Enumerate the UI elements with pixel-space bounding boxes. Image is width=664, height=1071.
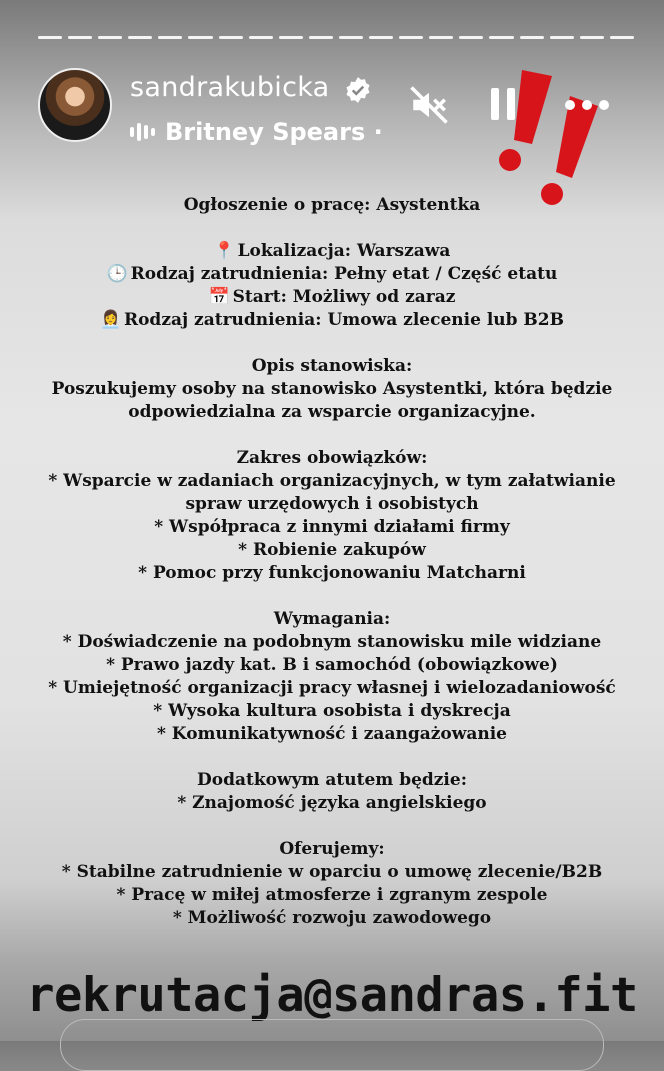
progress-segment xyxy=(279,36,303,39)
progress-segment xyxy=(98,36,122,39)
music-bars-icon xyxy=(130,123,155,141)
progress-segment xyxy=(188,36,212,39)
list-item: * Umiejętność organizacji pracy własnej i wielozadaniowość xyxy=(48,678,616,698)
progress-segment xyxy=(219,36,243,39)
list-item: * Komunikatywność i zaangażowanie xyxy=(156,724,507,744)
office-worker-icon: 👩‍💼 xyxy=(99,310,122,330)
username[interactable]: sandrakubicka xyxy=(130,72,330,103)
list-item: * Pomoc przy funkcjonowaniu Matcharni xyxy=(138,563,526,583)
detail-line: 📍 Lokalizacja: Warszawa xyxy=(213,241,451,261)
section-heading: Opis stanowiska: xyxy=(251,356,413,376)
detail-line: 🕒 Rodzaj zatrudnienia: Pełny etat / Część etatu xyxy=(106,264,558,284)
location-pin-icon: 📍 xyxy=(213,241,235,261)
progress-segment xyxy=(369,36,393,39)
progress-segment xyxy=(550,36,574,39)
section-heading: Oferujemy: xyxy=(279,839,385,859)
section-heading: Wymagania: xyxy=(273,609,391,629)
list-item: * Znajomość języka angielskiego xyxy=(177,793,487,813)
progress-segment xyxy=(309,36,333,39)
list-item: * Możliwość rozwoju zawodowego xyxy=(172,908,492,928)
list-item: * Wsparcie w zadaniach organizacyjnych, w tym załatwianie xyxy=(48,471,616,491)
list-item: * Robienie zakupów xyxy=(238,540,426,560)
progress-segment xyxy=(429,36,453,39)
verified-icon xyxy=(344,76,372,104)
detail-line: 👩‍💼 Rodzaj zatrudnienia: Umowa zlecenie lub B2B xyxy=(99,310,565,330)
list-item: spraw urzędowych i osobistych xyxy=(185,494,479,514)
list-item: * Współpraca z innymi działami firmy xyxy=(154,517,510,537)
progress-segment xyxy=(128,36,152,39)
progress-segment xyxy=(459,36,483,39)
story-progress-bar xyxy=(38,36,634,40)
calendar-icon: 📅 xyxy=(208,287,230,307)
avatar[interactable] xyxy=(38,68,112,142)
progress-segment xyxy=(520,36,544,39)
detail-line: 📅 Start: Możliwy od zaraz xyxy=(208,287,456,307)
clock-icon: 🕒 xyxy=(106,264,128,284)
post-title: Ogłoszenie o pracę: Asystentka xyxy=(183,195,481,215)
list-item: * Wysoka kultura osobista i dyskrecja xyxy=(153,701,511,721)
progress-segment xyxy=(158,36,182,39)
section-heading: Zakres obowiązków: xyxy=(236,448,428,468)
job-post-body xyxy=(0,194,664,930)
progress-segment xyxy=(249,36,273,39)
list-item: * Stabilne zatrudnienie w oparciu o umowę zlecenie/B2B xyxy=(61,862,603,882)
progress-segment xyxy=(580,36,604,39)
reply-bar[interactable] xyxy=(60,1019,604,1071)
recruitment-email: rekrutacja@sandras.fit xyxy=(26,968,638,1023)
progress-segment xyxy=(339,36,363,39)
section-heading: Dodatkowym atutem będzie: xyxy=(197,770,467,790)
progress-segment xyxy=(489,36,513,39)
text-line: odpowiedzialna za wsparcie organizacyjne. xyxy=(128,402,536,422)
music-info[interactable] xyxy=(130,118,383,146)
progress-segment xyxy=(399,36,423,39)
mute-icon[interactable] xyxy=(408,84,450,126)
music-title: Britney Spears · xyxy=(165,118,383,146)
list-item: * Pracę w miłej atmosferze i zgranym zespole xyxy=(116,885,548,905)
progress-segment xyxy=(610,36,634,39)
list-item: * Prawo jazdy kat. B i samochód (obowiązkowe) xyxy=(106,655,558,675)
progress-segment xyxy=(68,36,92,39)
progress-segment xyxy=(38,36,62,39)
text-line: Poszukujemy osoby na stanowisko Asystentki, która będzie xyxy=(51,379,613,399)
list-item: * Doświadczenie na podobnym stanowisku mile widziane xyxy=(62,632,602,652)
more-icon[interactable] xyxy=(560,84,614,126)
